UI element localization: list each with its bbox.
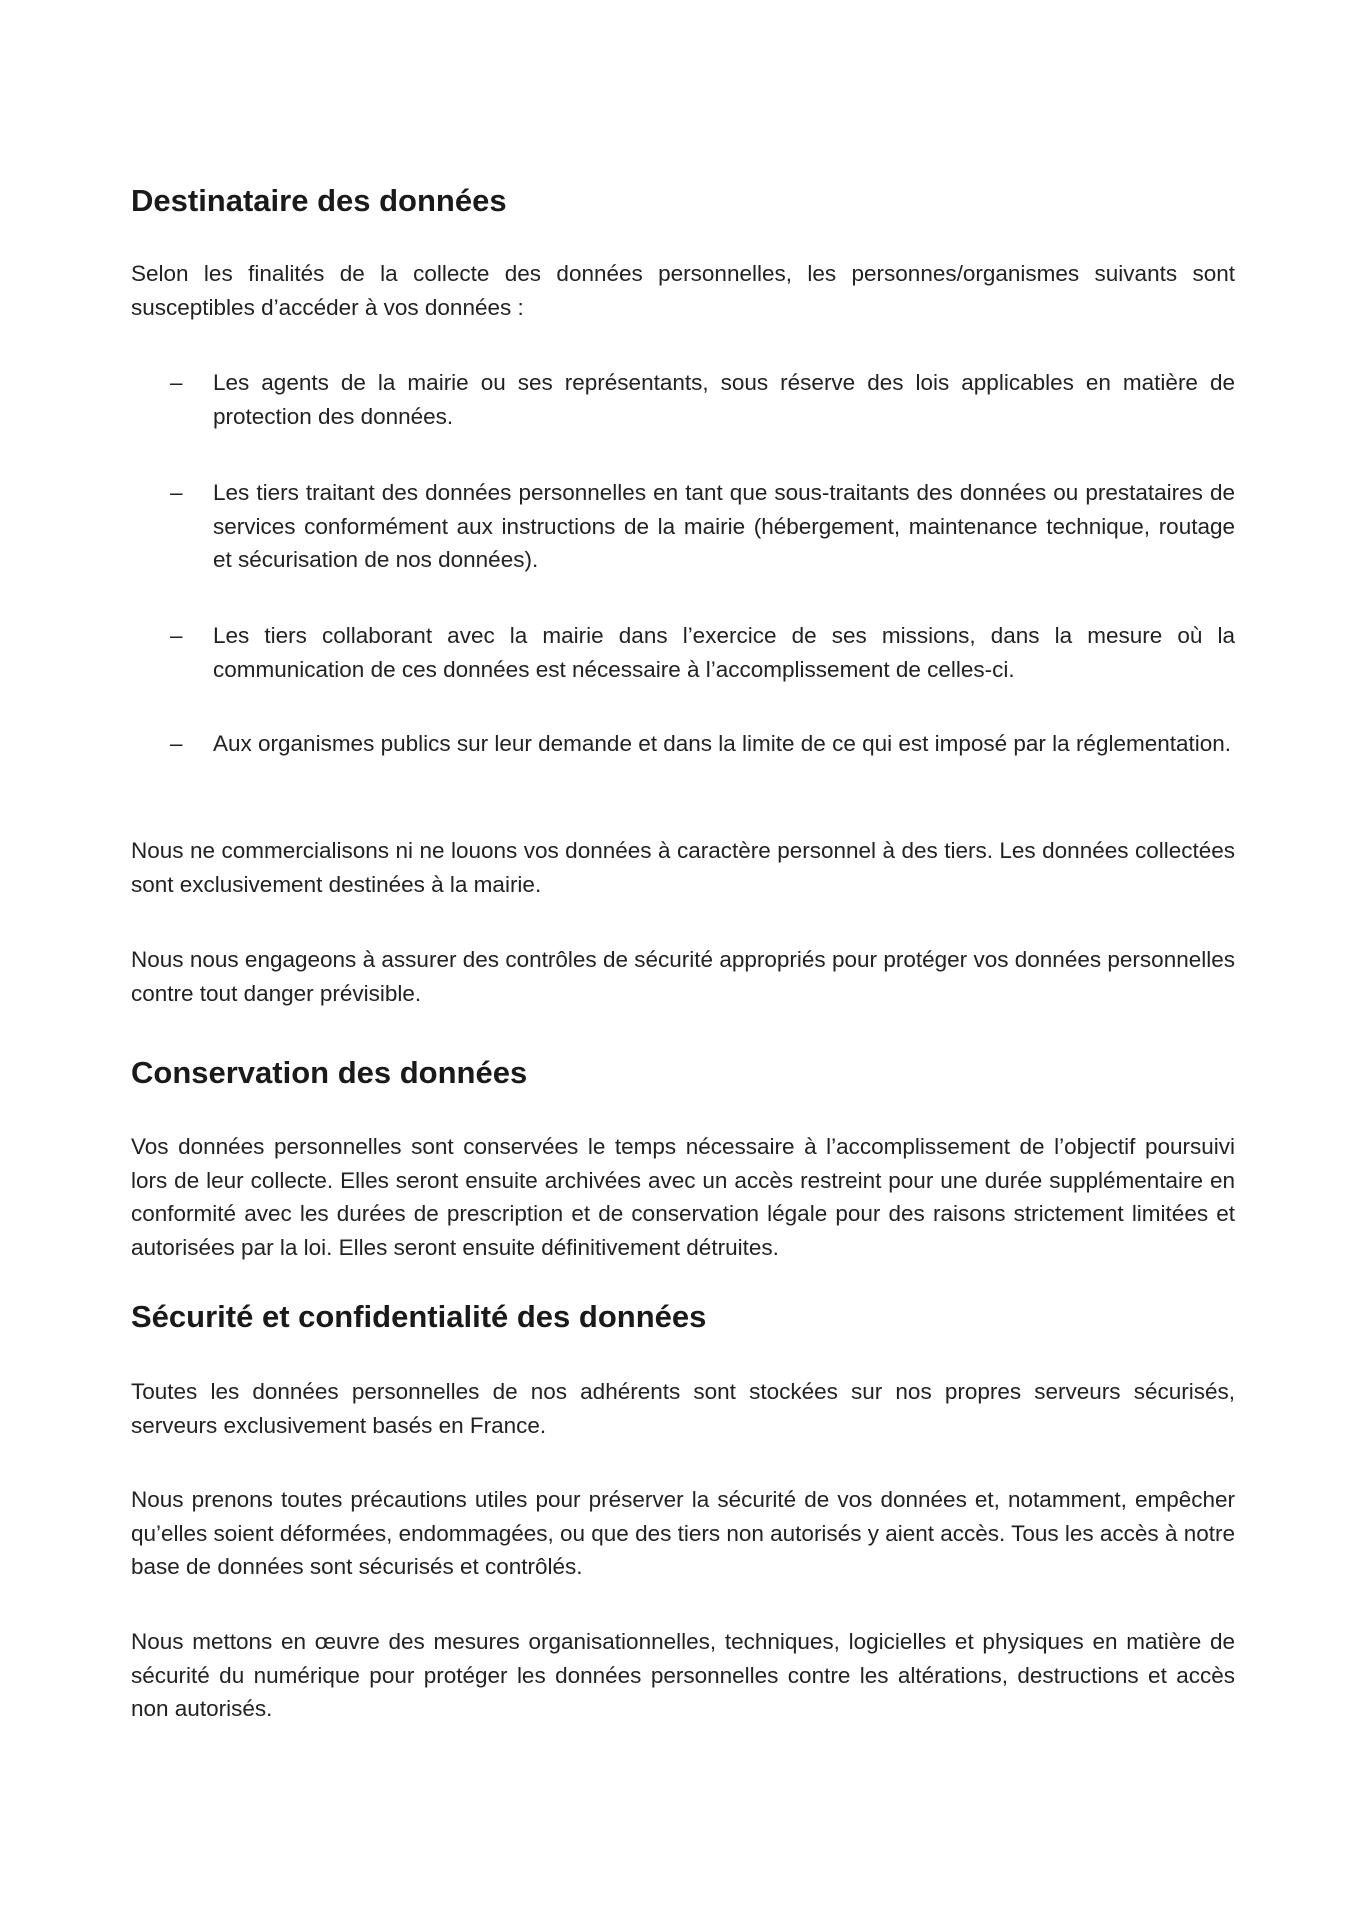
dash-marker: –	[170, 623, 183, 648]
dash-marker: –	[170, 480, 183, 505]
paragraph-controles: Nous nous engageons à assurer des contrôles de sécurité appropriés pour protéger vos données personnelles contre tout danger prévisible.	[131, 947, 1235, 1006]
intro-paragraph: Selon les finalités de la collecte des données personnelles, les personnes/organismes suivants sont susceptibles d’accéder à vos données :	[131, 261, 1235, 320]
dash-marker: –	[170, 370, 183, 395]
paragraph-stockage: Toutes les données personnelles de nos adhérents sont stockées sur nos propres serveurs sécurisés, serveurs exclusivement basés en France.	[131, 1379, 1235, 1438]
paragraph-commercialisation: Nous ne commercialisons ni ne louons vos données à caractère personnel à des tiers. Les données collectées sont exclusivement destinées à la mairie.	[131, 838, 1235, 897]
heading-conservation: Conservation des données	[131, 1055, 528, 1090]
dash-marker: –	[170, 731, 183, 756]
list-item-text: Les tiers collaborant avec la mairie dans l’exercice de ses missions, dans la mesure où la communication de ces données est nécessaire à l’accomplissement de celles-ci.	[213, 623, 1235, 682]
list-item-text: Les agents de la mairie ou ses représentants, sous réserve des lois applicables en matière de protection des données.	[213, 370, 1235, 429]
paragraph-precautions: Nous prenons toutes précautions utiles pour préserver la sécurité de vos données et, notamment, empêcher qu’elles soient déformées, endommagées, ou que des tiers non autorisés y aient accès. Tous les accès à notre base de données sont sécurisés et contrôlés.	[131, 1487, 1235, 1579]
list-item-text: Aux organismes publics sur leur demande et dans la limite de ce qui est imposé par la réglementation.	[213, 731, 1232, 756]
list-item-text: Les tiers traitant des données personnelles en tant que sous-traitants des données ou prestataires de services conformément aux instructions de la mairie (hébergement, maintenance technique, routage et sécurisation de nos données).	[213, 480, 1235, 572]
heading-destinataire: Destinataire des données	[131, 183, 507, 218]
paragraph-mesures: Nous mettons en œuvre des mesures organisationnelles, techniques, logicielles et physiques en matière de sécurité du numérique pour protéger les données personnelles contre les altérations, destructions et accès non autorisés.	[131, 1629, 1235, 1721]
paragraph-conservation: Vos données personnelles sont conservées le temps nécessaire à l’accomplissement de l’objectif poursuivi lors de leur collecte. Elles seront ensuite archivées avec un accès restreint pour une durée supplémentaire en conformité avec les durées de prescription et de conservation légale pour des raisons strictement limitées et autorisées par la loi. Elles seront ensuite définitivement détruites.	[131, 1134, 1235, 1260]
heading-securite: Sécurité et confidentialité des données	[131, 1299, 707, 1334]
